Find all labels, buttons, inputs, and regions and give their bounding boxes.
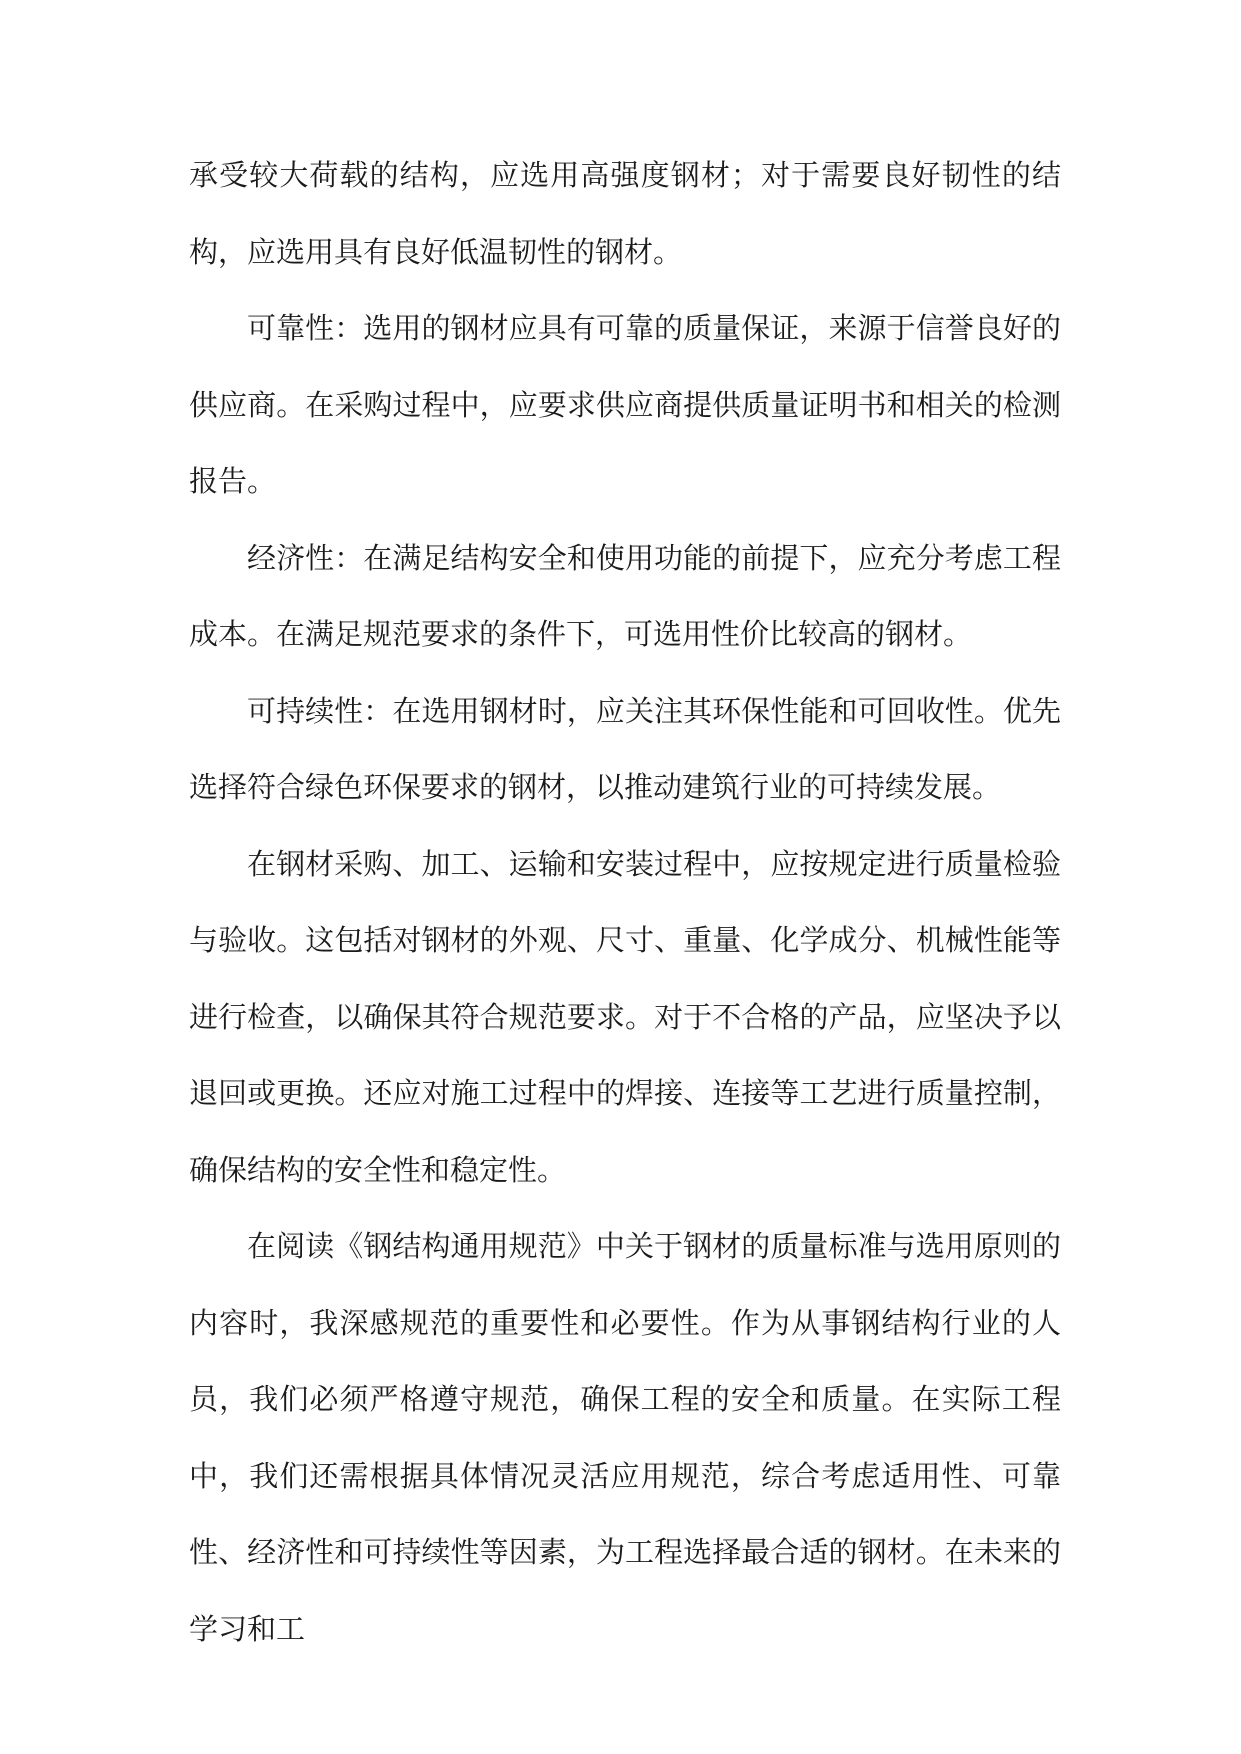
document-body (189, 137, 1061, 1667)
paragraph-reflection: 在阅读《钢结构通用规范》中关于钢材的质量标准与选用原则的内容时，我深感规范的重要性和必要性。作为从事钢结构行业的人员，我们必须严格遵守规范，确保工程的安全和质量。在实际工程中，我们还需根据具体情况灵活应用规范，综合考虑适用性、可靠性、经济性和可持续性等因素，为工程选择最合适的钢材。在未来的学习和工 (189, 1229, 1061, 1646)
paragraph-continuation: 承受较大荷载的结构，应选用高强度钢材；对于需要良好韧性的结构，应选用具有良好低温韧性的钢材。 (189, 158, 1061, 269)
paragraph-sustainability: 可持续性：在选用钢材时，应关注其环保性能和可回收性。优先选择符合绿色环保要求的钢材，以推动建筑行业的可持续发展。 (189, 693, 1061, 804)
paragraph-economy: 经济性：在满足结构安全和使用功能的前提下，应充分考虑工程成本。在满足规范要求的条件下，可选用性价比较高的钢材。 (189, 540, 1061, 651)
paragraph-reliability: 可靠性：选用的钢材应具有可靠的质量保证，来源于信誉良好的供应商。在采购过程中，应要求供应商提供质量证明书和相关的检测报告。 (189, 311, 1061, 498)
paragraph-quality-inspection: 在钢材采购、加工、运输和安装过程中，应按规定进行质量检验与验收。这包括对钢材的外观、尺寸、重量、化学成分、机械性能等进行检查，以确保其符合规范要求。对于不合格的产品，应坚决予以退回或更换。还应对施工过程中的焊接、连接等工艺进行质量控制，确保结构的安全性和稳定性。 (189, 846, 1061, 1187)
